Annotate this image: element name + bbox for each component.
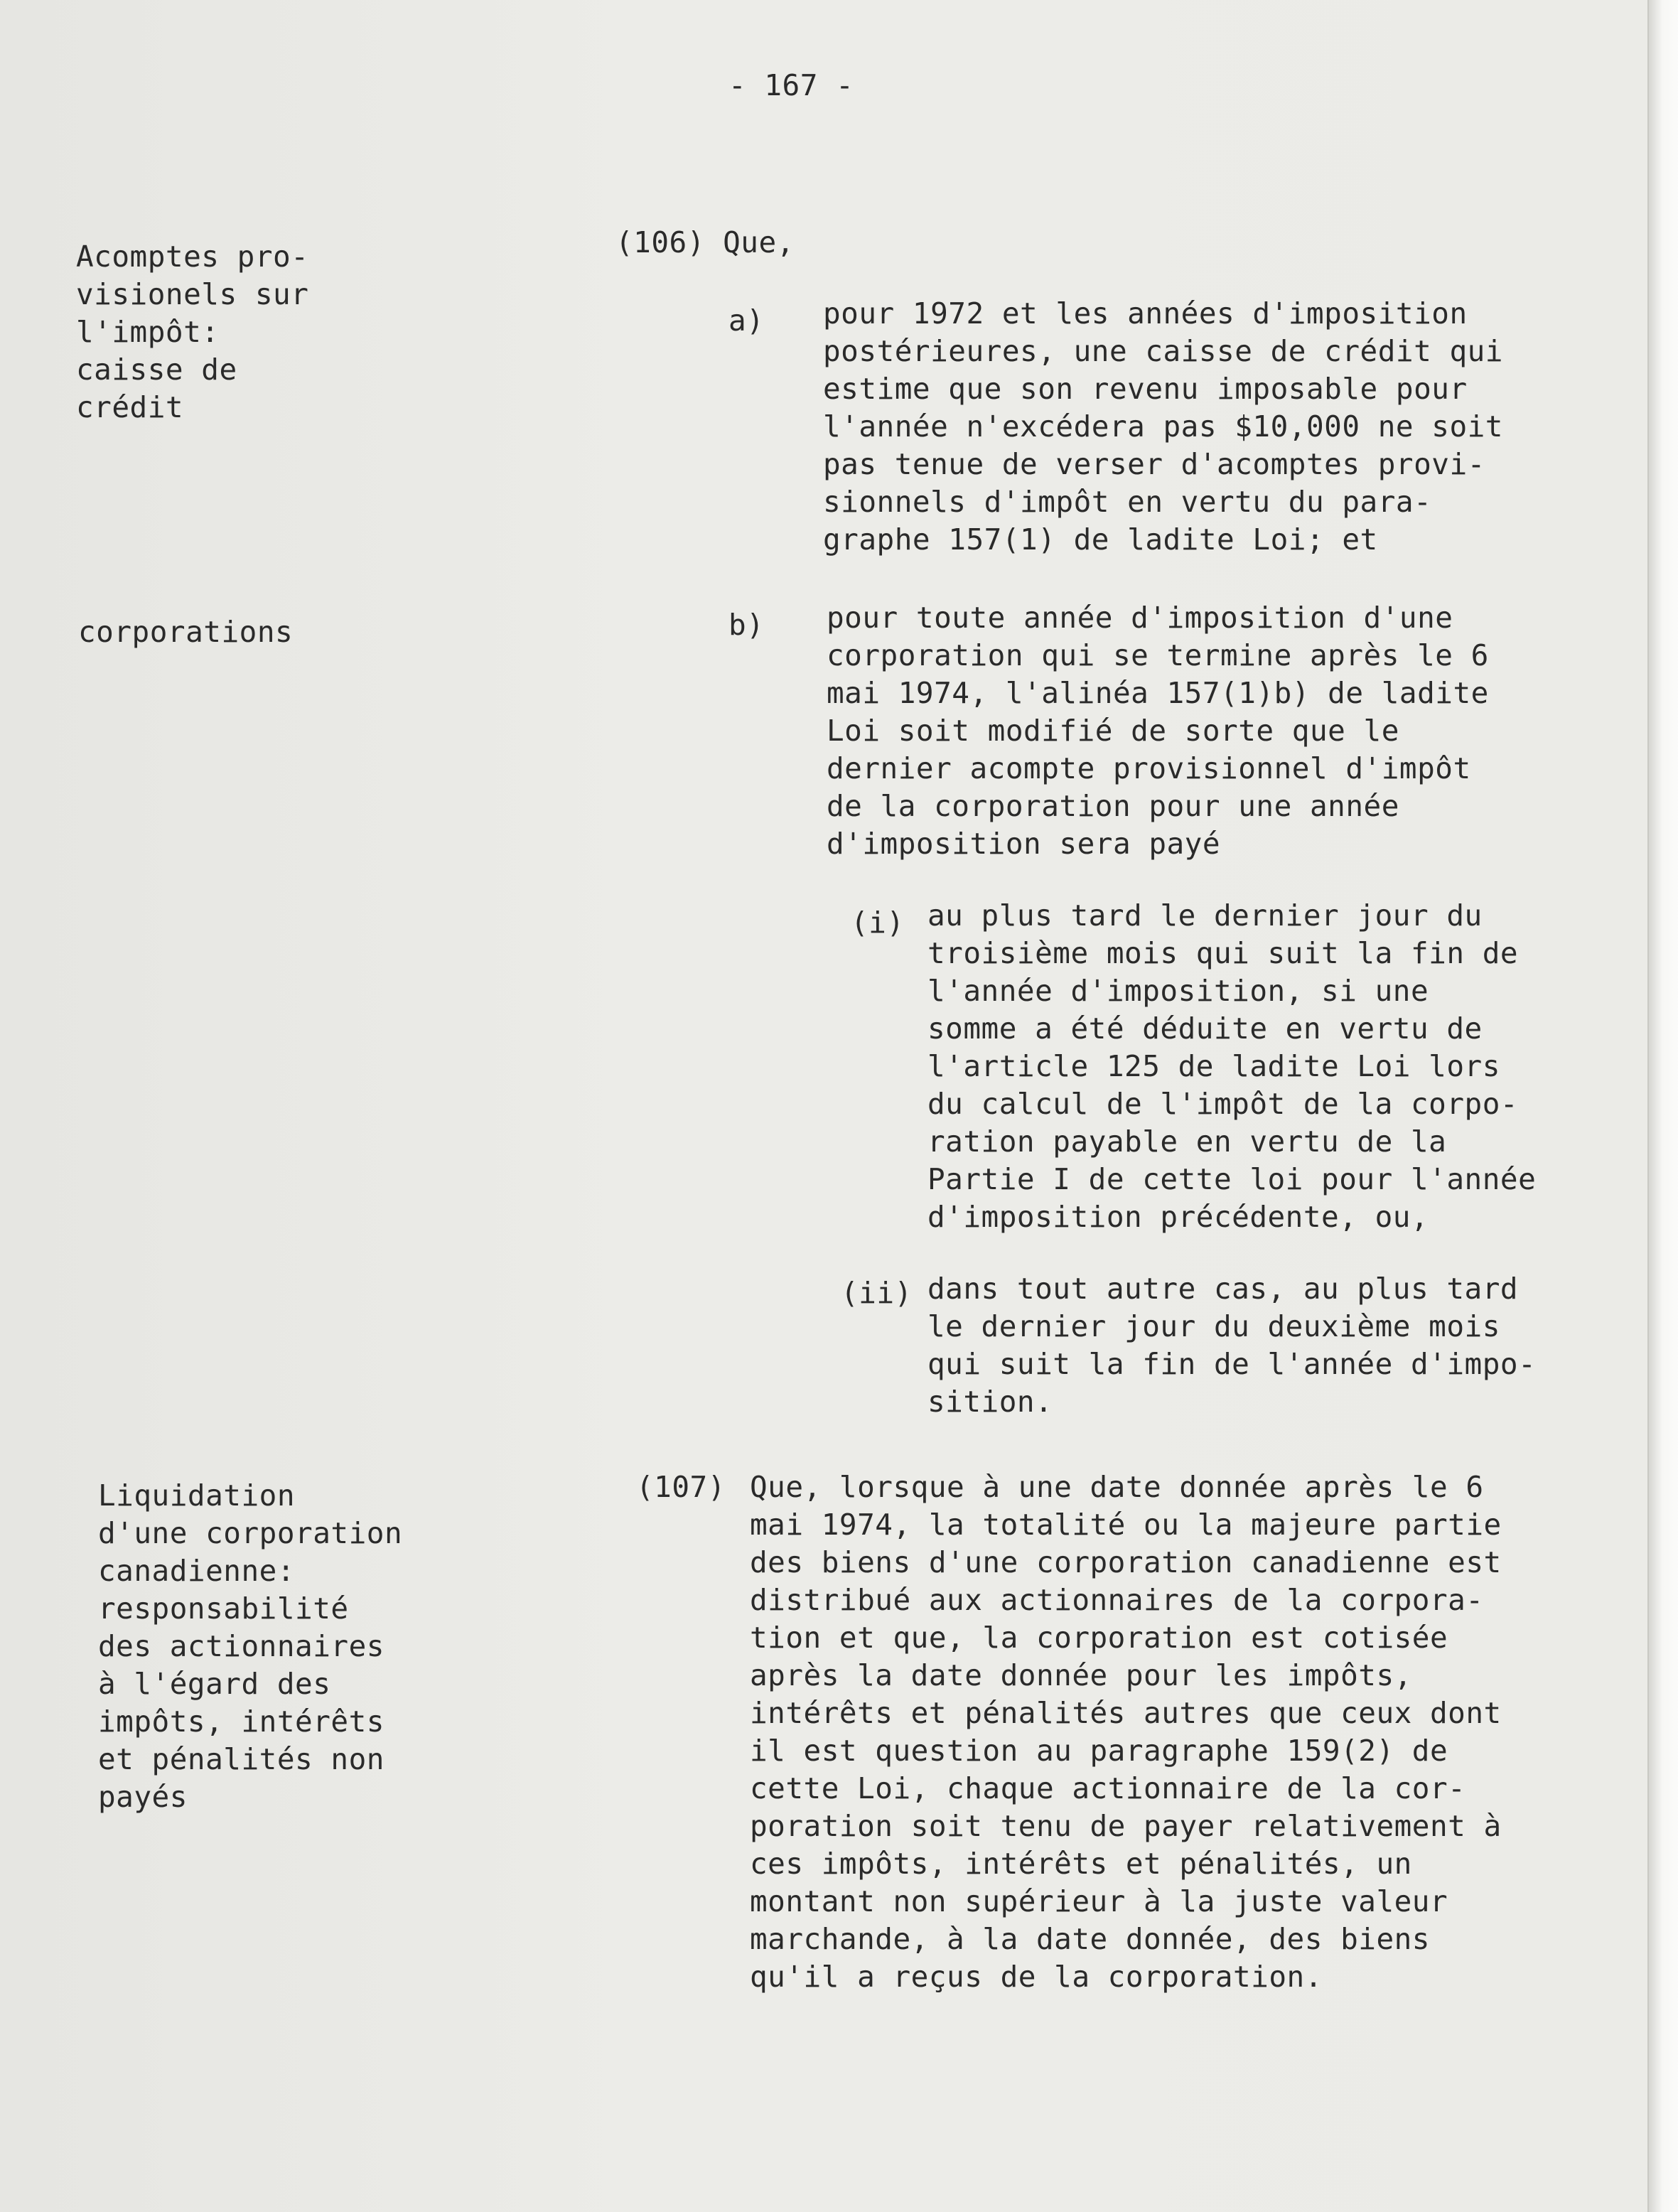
section-107-line: cette Loi, chaque actionnaire de la cor-: [750, 1771, 1466, 1805]
subitem-i-line: ration payable en vertu de la: [927, 1124, 1447, 1159]
item-b-line: corporation qui se termine après le 6: [827, 638, 1489, 672]
item-b-line: pour toute année d'imposition d'une: [827, 601, 1453, 635]
subitem-i-line: l'année d'imposition, si une: [927, 974, 1429, 1008]
subitem-i-line: l'article 125 de ladite Loi lors: [927, 1049, 1500, 1083]
item-a-line: pas tenue de verser d'acomptes provi-: [823, 447, 1485, 481]
margin-note-line: visionels sur: [76, 277, 309, 311]
item-b-line: de la corporation pour une année: [827, 789, 1399, 823]
page-edge: [1647, 0, 1678, 2212]
subitem-label-i: (i): [851, 906, 905, 940]
subitem-i-line: Partie I de cette loi pour l'année: [927, 1162, 1537, 1196]
section-107-line: des biens d'une corporation canadienne est: [750, 1545, 1502, 1579]
margin-note-line: canadienne:: [98, 1554, 296, 1588]
item-a-line: pour 1972 et les années d'imposition: [823, 296, 1468, 331]
item-a-line: estime que son revenu imposable pour: [823, 372, 1468, 406]
margin-note-corporations: corporations: [78, 615, 294, 649]
subitem-i-line: du calcul de l'impôt de la corpo-: [927, 1087, 1519, 1121]
subitem-i-line: troisième mois qui suit la fin de: [927, 936, 1519, 970]
margin-note-line: des actionnaires: [98, 1629, 384, 1663]
section-107-line: poration soit tenu de payer relativement à: [750, 1809, 1502, 1843]
section-107-line: marchande, à la date donnée, des biens: [750, 1922, 1430, 1956]
margin-note-line: d'une corporation: [98, 1516, 403, 1550]
margin-note-line: à l'égard des: [98, 1667, 331, 1701]
margin-note-line: responsabilité: [98, 1591, 349, 1626]
section-number-107: (107): [636, 1470, 726, 1504]
section-107-line: mai 1974, la totalité ou la majeure partie: [750, 1508, 1502, 1542]
item-label-a: a): [728, 304, 765, 338]
subitem-i-line: au plus tard le dernier jour du: [927, 898, 1483, 933]
section-107-line: Que, lorsque à une date donnée après le 6: [750, 1470, 1484, 1504]
subitem-i-line: somme a été déduite en vertu de: [927, 1011, 1483, 1046]
section-107-line: tion et que, la corporation est cotisée: [750, 1621, 1448, 1655]
item-a-line: l'année n'excédera pas $10,000 ne soit: [823, 409, 1503, 444]
item-a-line: graphe 157(1) de ladite Loi; et: [823, 522, 1378, 557]
item-a-line: sionnels d'impôt en vertu du para-: [823, 485, 1432, 519]
margin-note-line: impôts, intérêts: [98, 1704, 384, 1739]
section-107-line: distribué aux actionnaires de la corpora-: [750, 1583, 1484, 1617]
section-107-line: il est question au paragraphe 159(2) de: [750, 1734, 1448, 1768]
section-107-line: après la date donnée pour les impôts,: [750, 1658, 1412, 1692]
subitem-ii-line: dans tout autre cas, au plus tard: [927, 1272, 1519, 1306]
item-b-line: dernier acompte provisionnel d'impôt: [827, 751, 1471, 785]
section-107-line: ces impôts, intérêts et pénalités, un: [750, 1847, 1412, 1881]
margin-note-line: l'impôt:: [76, 315, 220, 349]
page-number: - 167 -: [728, 68, 854, 102]
subitem-ii-line: qui suit la fin de l'année d'impo-: [927, 1347, 1537, 1381]
margin-note-line: payés: [98, 1780, 188, 1814]
subitem-ii-line: sition.: [927, 1385, 1053, 1419]
section-107-line: qu'il a reçus de la corporation.: [750, 1960, 1323, 1994]
section-107-line: intérêts et pénalités autres que ceux dont: [750, 1696, 1502, 1730]
item-a-line: postérieures, une caisse de crédit qui: [823, 334, 1503, 368]
item-label-b: b): [728, 608, 765, 642]
item-b-line: mai 1974, l'alinéa 157(1)b) de ladite: [827, 676, 1489, 710]
item-b-line: Loi soit modifié de sorte que le: [827, 714, 1399, 748]
subitem-i-line: d'imposition précédente, ou,: [927, 1200, 1429, 1234]
section-107-line: montant non supérieur à la juste valeur: [750, 1884, 1448, 1918]
margin-note-line: et pénalités non: [98, 1742, 384, 1776]
margin-note-line: crédit: [76, 390, 184, 424]
margin-note-line: caisse de: [76, 353, 237, 387]
subitem-label-ii: (ii): [841, 1276, 913, 1310]
section-number-106: (106) Que,: [615, 225, 795, 259]
item-b-line: d'imposition sera payé: [827, 827, 1221, 861]
margin-note-line: Liquidation: [98, 1478, 296, 1513]
subitem-ii-line: le dernier jour du deuxième mois: [927, 1309, 1500, 1343]
margin-note-line: Acomptes pro-: [76, 240, 309, 274]
